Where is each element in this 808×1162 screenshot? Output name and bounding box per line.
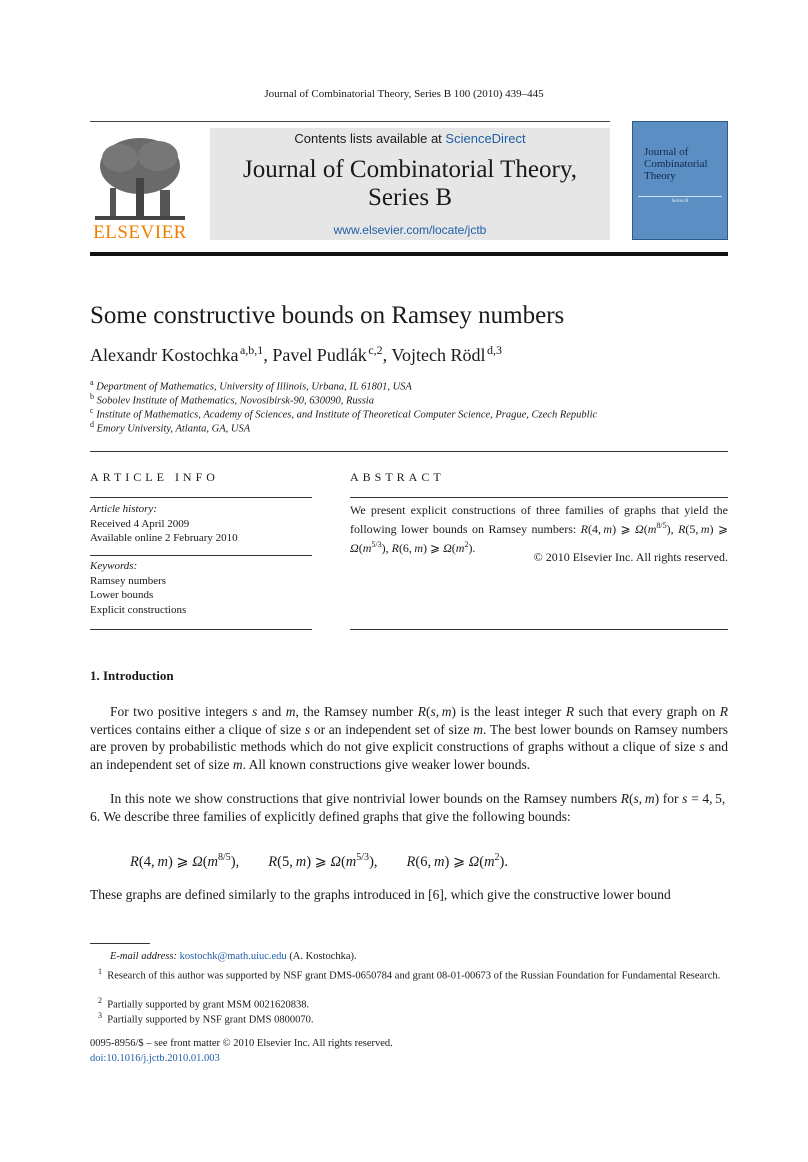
received-date: Received 4 April 2009 xyxy=(90,517,190,530)
contents-line xyxy=(210,131,610,146)
affiliation-mark: d xyxy=(90,420,94,429)
author-marks: c,2 xyxy=(368,343,383,357)
info-rule xyxy=(90,497,312,498)
available-date: Available online 2 February 2010 xyxy=(90,532,238,544)
affiliation-mark: c xyxy=(90,406,94,415)
intro-paragraph-1: For two positive integers s and m, the Ramsey number R(s, m) is the least integer R such that every graph on R vertices contains either a clique of size s or an independent set of size m. The best lower bounds on Ramsey numbers are proven by probabilistic methods which do not give explicit constructions of graphs without a clique of size s and an independent set of size m. All known constructions give weaker lower bounds. xyxy=(90,704,728,772)
affiliation xyxy=(90,378,412,393)
abstract-rule xyxy=(350,497,728,498)
affiliation xyxy=(90,420,250,435)
affiliation-text: Emory University, Atlanta, GA, USA xyxy=(96,423,251,435)
affiliation-mark: a xyxy=(90,378,94,387)
journal-url-link[interactable]: www.elsevier.com/locate/jctb xyxy=(333,223,487,237)
keyword: Explicit constructions xyxy=(90,603,187,616)
issn-line: 0095-8956/$ – see front matter © 2010 Elsevier Inc. All rights reserved. xyxy=(90,1038,393,1049)
affiliation-text: Department of Mathematics, University of Illinois, Urbana, IL 61801, USA xyxy=(96,381,412,393)
author-marks: d,3 xyxy=(487,343,503,357)
keywords-block xyxy=(90,559,312,617)
abstract-body: We present explicit constructions of three families of graphs that yield the following lower bounds on Ramsey numbers: xyxy=(350,503,728,536)
abstract-text: We present explicit constructions of three families of graphs that yield the following lower bounds on Ramsey numbers: R(4, m) ⩾ $\Omega(m^{8/5})$, R(5, m) ⩾ $\Omega(m^{5/3})$, R(6, m) ⩾ $\Omega(m^2)$. xyxy=(350,503,728,555)
email-footnote xyxy=(90,950,728,964)
cover-title: Journal of Combinatorial Theory xyxy=(644,146,708,182)
elsevier-wordmark: ELSEVIER xyxy=(93,222,187,243)
intro-paragraph-3: These graphs are defined similarly to the graphs introduced in [6], which give the constructive lower bound xyxy=(90,887,671,902)
doi-link[interactable]: doi:10.1016/j.jctb.2010.01.003 xyxy=(90,1053,220,1064)
footnote-rule xyxy=(90,943,150,944)
header-thick-rule xyxy=(90,252,728,256)
author-name: Alexandr Kostochka xyxy=(90,345,239,365)
journal-title-line2: Series B xyxy=(367,184,453,211)
section-rule xyxy=(90,451,728,452)
affiliation xyxy=(90,392,374,407)
affiliation-text: Sobolev Institute of Mathematics, Novosibirsk-90, 630090, Russia xyxy=(96,395,374,407)
cover-subtitle: Series B xyxy=(671,199,689,204)
journal-title-line1: Journal of Combinatorial Theory, xyxy=(243,156,577,183)
history-label: Article history: xyxy=(90,503,157,515)
abstract-rule xyxy=(350,629,728,630)
info-rule xyxy=(90,555,312,556)
sciencedirect-link[interactable]: ScienceDirect xyxy=(445,131,526,146)
email-link[interactable]: kostochk@math.uiuc.edu xyxy=(179,951,287,962)
abstract-copyright: © 2010 Elsevier Inc. All rights reserved. xyxy=(533,550,728,564)
author-list: Alexandr Kostochka $^{a,b,1}$, Pavel Pudlák $^{c,2}$, Vojtech Rödl $^{d,3}$ xyxy=(90,343,503,365)
affiliation xyxy=(90,406,597,421)
article-info-heading: ARTICLE INFO xyxy=(90,470,219,484)
abstract-heading: ABSTRACT xyxy=(350,470,445,484)
article-history xyxy=(90,502,312,546)
display-equation: R(4, m) ⩾ $\Omega(m^{8/5})$, R(5, m) ⩾ $\Omega(m^{5/3})$, R(6, m) ⩾ $\Omega(m^2)$. xyxy=(130,852,509,870)
section-heading: 1. Introduction xyxy=(90,668,174,683)
author-marks: a,b,1 xyxy=(239,343,264,357)
footnote-2: $^2$ Partially supported by grant MSM 0021620838. xyxy=(98,996,310,1011)
footnote-3: $^3$ Partially supported by NSF grant DMS 0800070. xyxy=(98,1011,314,1026)
contents-prefix: Contents lists available at xyxy=(294,131,442,146)
keywords-label: Keywords: xyxy=(90,560,138,572)
keyword: Lower bounds xyxy=(90,589,154,601)
author-name: Vojtech Rödl xyxy=(391,345,486,365)
author-name: Pavel Pudlák xyxy=(272,345,367,365)
masthead-rule xyxy=(90,121,610,122)
affiliation-mark: b xyxy=(90,392,94,401)
journal-title xyxy=(210,156,610,212)
affiliation-text: Institute of Mathematics, Academy of Sciences, and Institute of Theoretical Computer Science, Prague, Czech Republic xyxy=(96,409,598,421)
running-head: Journal of Combinatorial Theory, Series B 100 (2010) 439–445 xyxy=(264,88,544,100)
cover-divider xyxy=(638,196,722,197)
info-rule xyxy=(90,629,312,630)
email-owner: (A. Kostochka). xyxy=(289,951,357,962)
intro-paragraph-2: In this note we show constructions that give nontrivial lower bounds on the Ramsey numbers R(s, m) for s = 4, 5, 6. We describe three families of explicitly defined graphs that give the following bounds: xyxy=(90,791,728,824)
paper-title: Some constructive bounds on Ramsey numbers xyxy=(90,302,565,329)
footnote-1: $^1$ Research of this author was supported by NSF grant DMS-0650784 and grant 08-01-00673 of the Russian Foundation for Fundamental Research. xyxy=(98,967,721,982)
keyword: Ramsey numbers xyxy=(90,574,167,587)
email-label: E-mail address: xyxy=(110,951,177,962)
